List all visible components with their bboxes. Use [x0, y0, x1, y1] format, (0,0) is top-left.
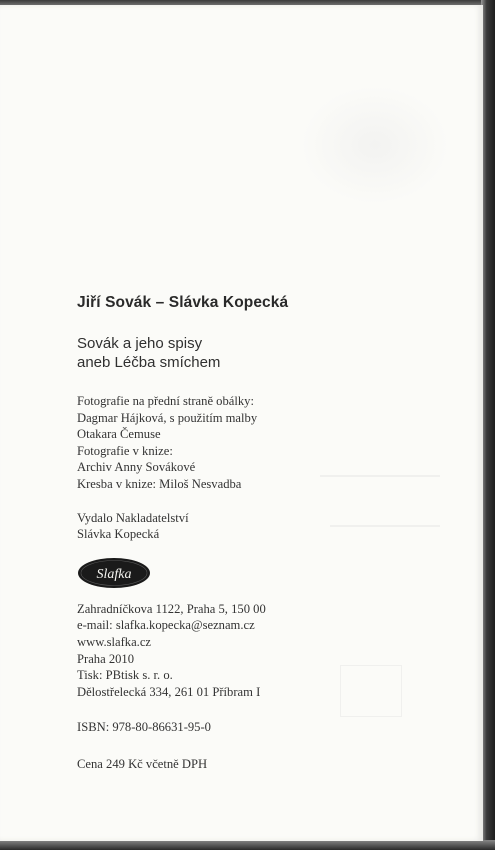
credits-line: Fotografie v knize: [77, 443, 173, 458]
printer-address-line: Dělostřelecká 334, 261 01 Příbram I [77, 684, 261, 699]
credits-line: Dagmar Hájková, s použitím malby [77, 410, 258, 425]
logo-lettering: Slafka [96, 566, 132, 582]
show-through-shape [300, 85, 450, 205]
email-line: e-mail: slafka.kopecka@seznam.cz [77, 618, 255, 633]
publisher-block [77, 510, 437, 543]
credits-line: Archiv Anny Sovákové [77, 460, 196, 475]
imprint-content [77, 293, 437, 773]
credits-line: Otakara Čemuse [77, 427, 161, 442]
publisher-logo-icon [77, 557, 151, 589]
address-block [77, 601, 437, 701]
address-line: Zahradníčkova 1122, Praha 5, 150 00 [77, 601, 266, 616]
publisher-name: Slávka Kopecká [77, 527, 160, 542]
credits-block [77, 393, 437, 493]
scan-border-bottom [0, 840, 495, 850]
website-line: www.slafka.cz [77, 634, 152, 649]
book-title-line: Sovák a jeho spisy [77, 335, 203, 352]
place-year-line: Praha 2010 [77, 651, 135, 666]
book-subtitle-line: aneb Léčba smíchem [77, 354, 221, 371]
authors-heading: Jiří Sovák – Slávka Kopecká [77, 294, 289, 311]
credits-line: Kresba v knize: Miloš Nesvadba [77, 476, 242, 491]
credits-line: Fotografie na přední straně obálky: [77, 394, 254, 408]
printer-line: Tisk: PBtisk s. r. o. [77, 668, 173, 683]
scan-border-right [481, 0, 495, 850]
book-title [77, 334, 437, 372]
isbn-line: ISBN: 978-80-86631-95-0 [77, 720, 211, 735]
publisher-line: Vydalo Nakladatelství [77, 510, 189, 525]
book-page [0, 5, 483, 841]
price-line: Cena 249 Kč včetně DPH [77, 756, 208, 771]
